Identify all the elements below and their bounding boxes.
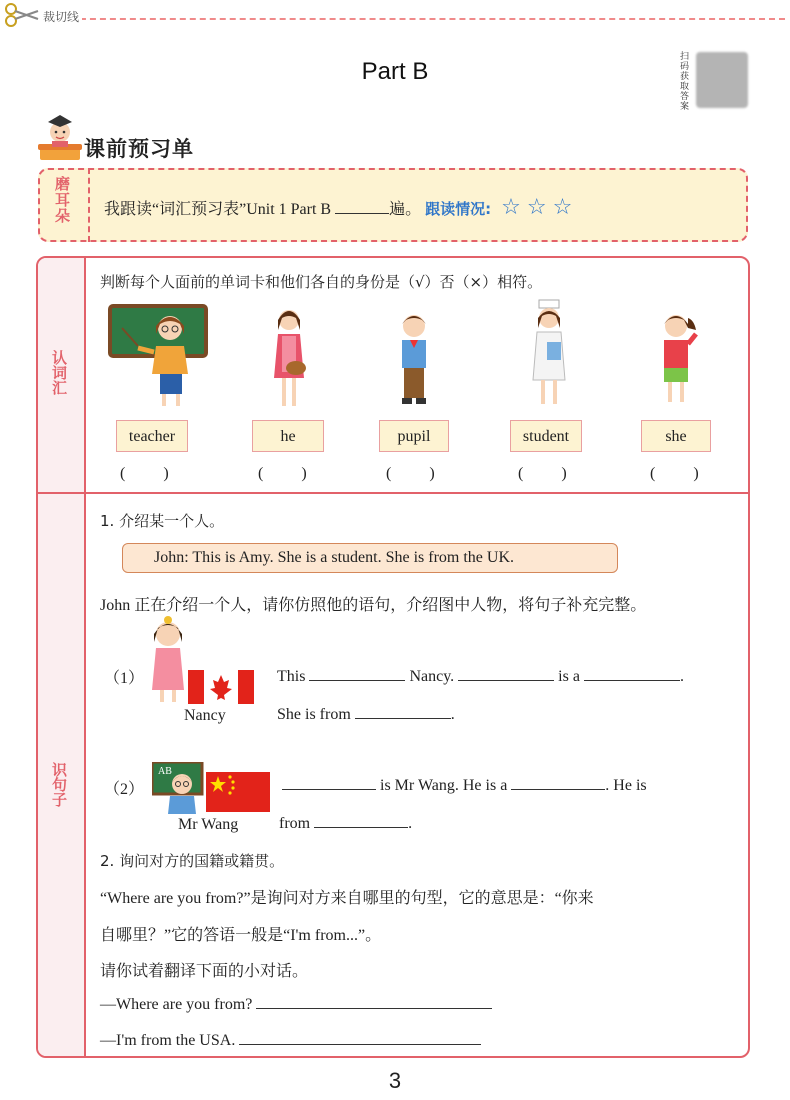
q1-title: 1. 介绍某一个人。 bbox=[100, 512, 225, 530]
qr-caption: 扫码获取答案 bbox=[680, 52, 690, 112]
qr-image bbox=[696, 52, 748, 108]
vocab-instruction: 判断每个人面前的单词卡和他们各自的身份是（√）否（×）相符。 bbox=[100, 273, 543, 291]
translation-blank[interactable] bbox=[256, 994, 492, 1009]
fill-blank[interactable] bbox=[355, 704, 451, 719]
dialog1-text: —Where are you from? bbox=[100, 996, 253, 1013]
grind-text-before: 我跟读“词汇预习表”Unit 1 Part B bbox=[104, 201, 336, 218]
item2-line1 bbox=[282, 775, 647, 795]
nancy-figure-icon bbox=[146, 614, 190, 706]
q2-line1: “Where are you from?”是询问对方来自哪里的句型，它的意思是：“你来 bbox=[100, 890, 594, 907]
grind-ear-text bbox=[104, 195, 572, 220]
section-title: 课前预习单 bbox=[84, 137, 194, 161]
status-label: 跟读情况: bbox=[425, 200, 492, 218]
grind-text-after: 遍。 bbox=[389, 201, 422, 218]
qr-code[interactable] bbox=[680, 52, 750, 110]
cut-line bbox=[40, 18, 785, 20]
boy-figure-icon bbox=[392, 310, 436, 408]
answer-blank[interactable]: ( ) bbox=[650, 465, 699, 482]
item2-line2 bbox=[279, 813, 412, 833]
chalkboard-text: AB bbox=[158, 766, 172, 777]
answer-blank[interactable]: ( ) bbox=[258, 465, 307, 482]
q2-title: 2. 询问对方的国籍或籍贯。 bbox=[100, 852, 285, 870]
item2-number: （2） bbox=[104, 781, 145, 798]
row-divider bbox=[38, 492, 748, 494]
word-card-he: he bbox=[252, 420, 324, 452]
cut-label: 裁切线 bbox=[40, 8, 82, 25]
answer-blank[interactable]: ( ) bbox=[386, 465, 435, 482]
sentence-side-label: 识句子 bbox=[50, 762, 68, 807]
item1-line1 bbox=[277, 666, 684, 686]
item2-w1: is Mr Wang. He is a bbox=[380, 777, 508, 794]
translation-blank[interactable] bbox=[239, 1030, 481, 1045]
fill-blank[interactable] bbox=[458, 666, 554, 681]
fill-blank[interactable] bbox=[511, 775, 605, 790]
woman-figure-icon bbox=[264, 306, 314, 410]
nancy-caption: Nancy bbox=[184, 707, 226, 724]
item2-w4: . bbox=[408, 815, 413, 832]
item1-w5: She is from bbox=[277, 706, 351, 723]
dialog2-text: —I'm from the USA. bbox=[100, 1032, 236, 1049]
grind-ear-label: 磨耳朵 bbox=[53, 176, 71, 224]
item1-w3: is a bbox=[558, 668, 580, 685]
q1-instruction: John 正在介绍一个人，请你仿照他的语句，介绍图中人物，将句子补充完整。 bbox=[100, 597, 647, 614]
item1-number: （1） bbox=[104, 670, 145, 687]
star-icon[interactable]: ☆ bbox=[501, 195, 521, 220]
mr-wang-caption: Mr Wang bbox=[178, 816, 239, 833]
student-mascot-icon bbox=[36, 112, 84, 164]
page-title: Part B bbox=[361, 58, 429, 85]
dialog-line1 bbox=[100, 994, 492, 1014]
answer-blank[interactable]: ( ) bbox=[518, 465, 567, 482]
word-card-student: student bbox=[510, 420, 582, 452]
word-card-pupil: pupil bbox=[379, 420, 449, 452]
fill-blank[interactable] bbox=[584, 666, 680, 681]
q2-line3: 请你试着翻译下面的小对话。 bbox=[100, 963, 309, 980]
item2-w2: . He is bbox=[605, 777, 647, 794]
item1-w4: . bbox=[679, 668, 684, 685]
fill-blank[interactable] bbox=[309, 666, 405, 681]
item1-w2: Nancy. bbox=[409, 668, 455, 685]
vocab-side-label: 认词汇 bbox=[50, 350, 68, 395]
dialog-line2 bbox=[100, 1030, 481, 1050]
star-icon[interactable]: ☆ bbox=[526, 195, 547, 220]
fill-blank[interactable] bbox=[282, 775, 376, 790]
q2-line2: 自哪里？”它的答语一般是“I'm from...”。 bbox=[100, 927, 382, 944]
girl-figure-icon bbox=[652, 308, 700, 408]
answer-blank[interactable]: ( ) bbox=[120, 465, 169, 482]
fill-blank[interactable] bbox=[314, 813, 408, 828]
star-icon[interactable]: ☆ bbox=[552, 195, 573, 220]
read-count-blank[interactable] bbox=[335, 199, 389, 214]
item1-line2 bbox=[277, 704, 455, 724]
grind-ear-label-cell bbox=[38, 168, 90, 242]
word-card-teacher: teacher bbox=[116, 420, 188, 452]
teacher-figure-icon bbox=[108, 302, 208, 410]
scissors-icon bbox=[4, 2, 40, 28]
item1-w6: . bbox=[450, 706, 455, 723]
nurse-figure-icon bbox=[525, 298, 573, 410]
canada-flag-icon bbox=[188, 670, 254, 704]
item1-w1: This bbox=[277, 668, 306, 685]
item2-w3: from bbox=[279, 815, 311, 832]
china-flag-icon bbox=[206, 772, 270, 812]
page-number: 3 bbox=[388, 1068, 402, 1093]
example-sentence: John: This is Amy. She is a student. She is from the UK. bbox=[154, 549, 514, 566]
word-card-she: she bbox=[641, 420, 711, 452]
